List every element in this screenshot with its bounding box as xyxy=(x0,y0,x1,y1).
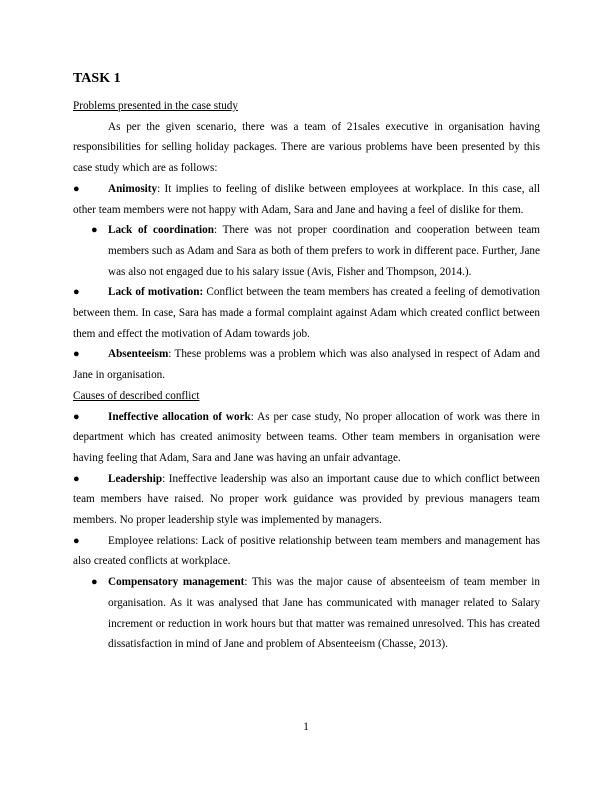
bullet-icon: ● xyxy=(73,410,80,423)
page-number: 1 xyxy=(303,721,309,733)
bullet-term: Lack of motivation: xyxy=(108,286,204,299)
bullet-text: : There was not proper coordination and cooperation between team members such as Adam and Sara as both of them prefers to work in different pace. Further, Jane was also not engaged due to his salary issue (Avis, Fisher and Thompson, 2014.). xyxy=(108,224,540,278)
bullet-text: Employee relations: Lack of positive relationship between team members and management has also created conflicts at workplace. xyxy=(73,534,540,568)
bullet-text: : It implies to feeling of dislike between employees at workplace. In this case, all other team members were not happy with Adam, Sara and Jane and having a feel of dislike for them. xyxy=(73,182,540,216)
bullet-lack-of-motivation xyxy=(73,282,540,344)
bullet-text: Conflict between the team members has created a feeling of demotivation between them. In case, Sara has made a formal complaint against Adam which created conflict between them and effect the motivation of Adam towards job. xyxy=(73,286,541,340)
section-heading-problems: Problems presented in the case study xyxy=(73,100,238,112)
bullet-icon: ● xyxy=(91,224,98,237)
bullet-text: : Ineffective leadership was also an important cause due to which conflict between team members have raised. No proper work guidance was provided by previous managers team members. No proper leadership style was implemented by managers. xyxy=(73,472,540,527)
bullet-icon: ● xyxy=(91,576,98,589)
bullet-text: : As per case study, No proper allocation of work was there in department which has created animosity between teams. Other team members in organisation were having feeling that Adam, Sara and Jane was having an unfair advantage. xyxy=(73,410,540,464)
bullet-icon: ● xyxy=(73,472,80,485)
document-title: TASK 1 xyxy=(73,71,121,86)
bullet-text: : This was the major cause of absenteeism of team member in organisation. As it was analysed that Jane has communicated with manager related to Salary increment or reduction in work hours but that matter was remained unresolved. This has created dissatisfaction in mind of Jane and problem of Absenteeism (Chasse, 2013). xyxy=(108,576,541,651)
section-heading-causes: Causes of described conflict xyxy=(73,389,200,402)
bullet-icon: ● xyxy=(73,348,80,361)
bullet-term: Ineffective allocation of work xyxy=(108,410,251,423)
bullet-employee-relations xyxy=(73,531,540,572)
bullet-term: Compensatory management xyxy=(108,576,245,589)
bullet-term: Animosity xyxy=(108,182,158,195)
bullet-absenteeism xyxy=(73,344,540,385)
bullet-leadership xyxy=(73,469,540,531)
bullet-ineffective-allocation xyxy=(73,407,540,469)
document-body xyxy=(73,96,540,655)
bullet-term: Leadership xyxy=(108,472,163,485)
bullet-lack-of-coordination xyxy=(91,220,540,282)
bullet-animosity xyxy=(73,179,540,220)
bullet-icon: ● xyxy=(73,534,80,547)
bullet-term: Lack of coordination xyxy=(108,224,214,237)
bullet-icon: ● xyxy=(73,286,80,299)
bullet-icon: ● xyxy=(73,182,80,195)
intro-paragraph: As per the given scenario, there was a team of 21sales executive in organisation having responsibilities for selling holiday packages. There are various problems have been presented by this case study which are as follows: xyxy=(73,120,540,175)
bullet-term: Absenteeism xyxy=(108,348,169,361)
bullet-text: : These problems was a problem which was also analysed in respect of Adam and Jane in organisation. xyxy=(73,348,540,382)
bullet-compensatory-management xyxy=(91,572,541,655)
